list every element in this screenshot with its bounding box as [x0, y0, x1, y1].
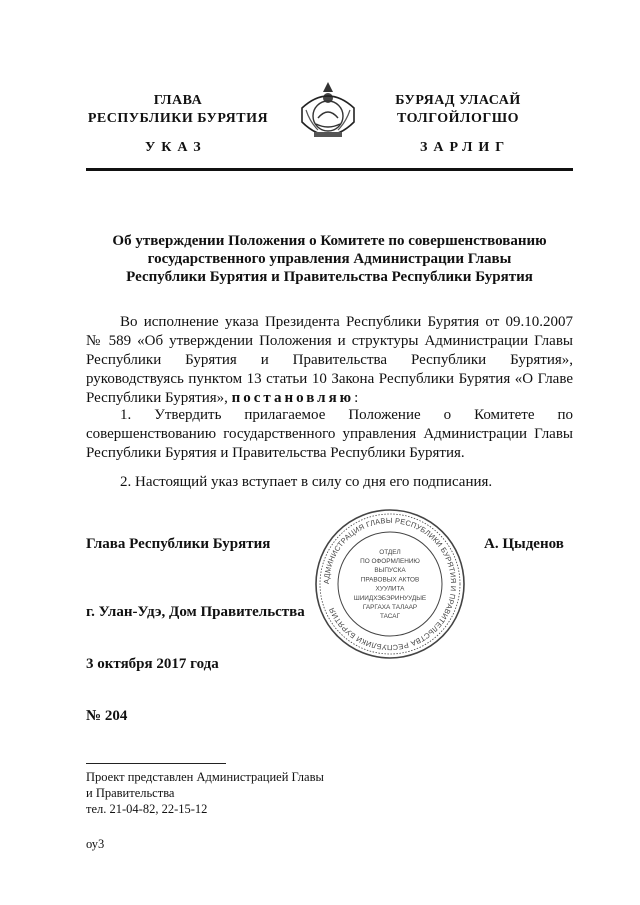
svg-text:АДМИНИСТРАЦИЯ ГЛАВЫ РЕСПУБЛИКИ: [322, 516, 458, 652]
header-left: [78, 92, 278, 128]
stamp-center-line: ВЫПУСКА: [374, 567, 406, 575]
stamp-ring-text: АДМИНИСТРАЦИЯ ГЛАВЫ РЕСПУБЛИКИ БУРЯТИЯ И ПРАВИТЕЛЬСТВА РЕСПУБЛИКИ БУРЯТИЯ: [321, 515, 459, 653]
footer-line3: тел. 21-04-82, 22-15-12: [86, 802, 208, 816]
footer-divider: [86, 763, 226, 764]
footer-line2: и Правительства: [86, 786, 175, 800]
header-right-line1: БУРЯАД УЛАСАЙ: [395, 93, 521, 108]
decree-word: постановляю: [231, 390, 355, 406]
decree-number: № 204: [86, 708, 128, 724]
doc-type-right: ЗАРЛИГ: [420, 140, 511, 155]
footer-line1: Проект представлен Администрацией Главы: [86, 770, 324, 784]
stamp-center-line: ОТДЕЛ: [379, 548, 401, 556]
footer-code: оу3: [86, 837, 105, 851]
header-right-line2: ТОЛГОЙЛОГШО: [396, 111, 520, 126]
title-line1: Об утверждении Положения о Комитете по совершенствованию: [112, 233, 547, 249]
header-left-line1: ГЛАВА: [153, 93, 203, 108]
coat-of-arms-emblem: [296, 78, 360, 148]
item-1-paragraph: 1. Утвердить прилагаемое Положение о Комитете по совершенствованию государственного управления Администрации Главы Республики Бурятия и Правительства Республики Бурятия.: [86, 407, 573, 461]
intro-text: Во исполнение указа Президента Республики Бурятия от 09.10.2007 № 589 «Об утверждении Положения и структуры Администрации Главы Республики Бурятия и Правительства Республики Бурятия», руководствуясь пунктом 13 статьи 10 Закона Республики Бурятия «О Главе Республики Бурятия»,: [86, 314, 573, 406]
stamp-center-line: ГАРГАХА ТАЛААР: [362, 604, 418, 611]
header-right: [368, 92, 548, 128]
stamp-center-line: ТАСАГ: [379, 613, 401, 621]
signing-place: г. Улан-Удэ, Дом Правительства: [86, 604, 305, 620]
title-line3: Республики Бурятия и Правительства Республики Бурятия: [126, 269, 533, 285]
decree-colon: :: [354, 390, 359, 406]
item-2-paragraph: 2. Настоящий указ вступает в силу со дня его подписания.: [120, 474, 493, 490]
official-stamp: [312, 506, 468, 662]
intro-paragraph: [86, 313, 573, 408]
footer-note: [86, 769, 324, 817]
stamp-center-line: ПО ОФОРМЛЕНИЮ: [360, 558, 420, 565]
signing-date: 3 октября 2017 года: [86, 656, 219, 672]
header-divider: [86, 168, 573, 171]
stamp-center-line: ПРАВОВЫХ АКТОВ: [360, 576, 420, 584]
signatory-position: Глава Республики Бурятия: [86, 536, 271, 552]
header-left-line2: РЕСПУБЛИКИ БУРЯТИЯ: [87, 111, 269, 126]
signatory-name: А. Цыденов: [484, 536, 564, 552]
stamp-center-line: ШИИДХЭБЭРИНУУДЫЕ: [353, 594, 427, 602]
doc-type-left: УКАЗ: [145, 140, 207, 155]
stamp-center-line: ХУУЛИТА: [375, 585, 405, 593]
document-title: [86, 232, 573, 286]
title-line2: государственного управления Администрации Главы: [147, 251, 512, 267]
